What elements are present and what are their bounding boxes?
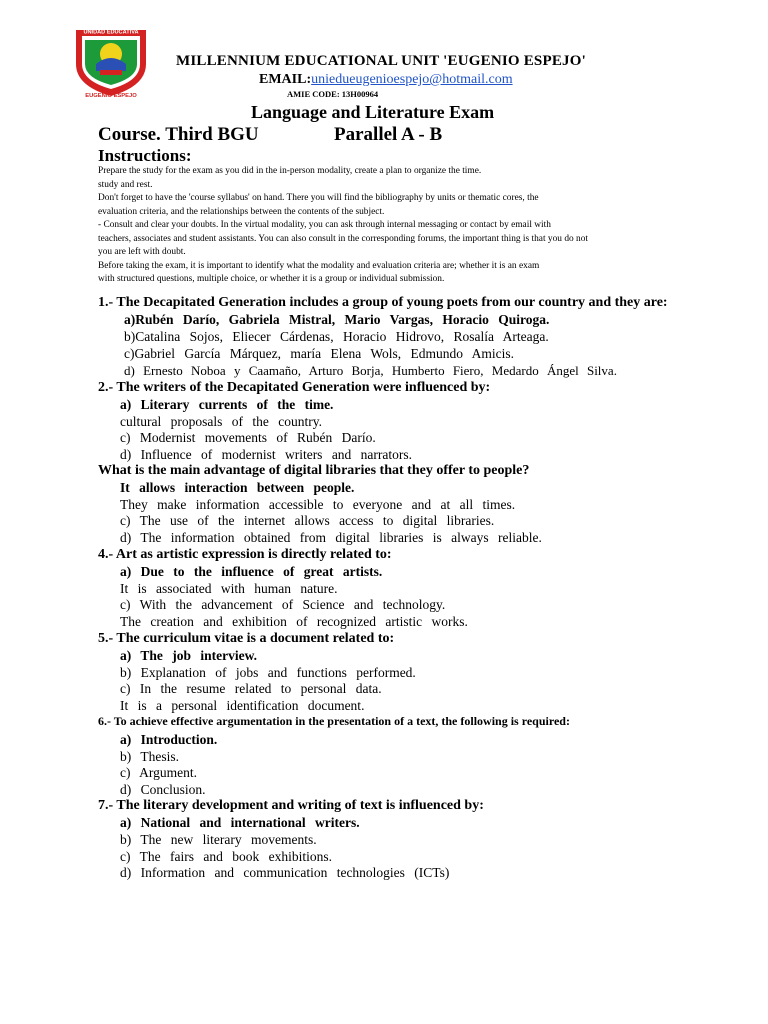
logo-bottom-text: EUGENIO ESPEJO (85, 93, 137, 99)
instructions-block (98, 165, 688, 287)
q4-option-c: c) With the advancement of Science and technology. (120, 597, 446, 612)
instruction-line: Prepare the study for the exam as you did in the in-person modality, create a plan to organize the time. (98, 166, 482, 176)
instruction-line: Don't forget to have the 'course syllabus' on hand. There you will find the bibliography by units or thematic cores, the (98, 193, 539, 203)
q6-option-c: c) Argument. (120, 765, 197, 780)
question-3: What is the main advantage of digital libraries that they offer to people? (98, 463, 530, 478)
q5-option-b: b) Explanation of jobs and functions performed. (120, 665, 416, 680)
logo-top-text: UNIDAD EDUCATIVA (83, 29, 139, 36)
q6-option-a: a) Introduction. (120, 732, 218, 747)
q3-option-d: d) The information obtained from digital libraries is always reliable. (120, 530, 542, 545)
q1-option-a: a)Rubén Darío, Gabriela Mistral, Mario Vargas, Horacio Quiroga. (124, 312, 550, 327)
q7-option-d: d) Information and communication technologies (ICTs) (120, 865, 450, 880)
parallel-label: Parallel A - B (334, 124, 443, 145)
q2-option-d: d) Influence of modernist writers and narrators. (120, 447, 413, 462)
q5-option-c: c) In the resume related to personal data. (120, 681, 382, 696)
q3-option-a: It allows interaction between people. (120, 480, 355, 495)
q7-option-c: c) The fairs and book exhibitions. (120, 849, 332, 864)
question-7: 7.- The literary development and writing of text is influenced by: (98, 798, 484, 813)
q1-option-b: b)Catalina Sojos, Eliecer Cárdenas, Horacio Hidrovo, Rosalía Arteaga. (124, 329, 549, 344)
email-line (259, 72, 513, 88)
q3-option-c: c) The use of the internet allows access to digital libraries. (120, 513, 495, 528)
instruction-line: with structured questions, multiple choice, or whether it is a group or individual submission. (98, 274, 445, 284)
instruction-line: evaluation criteria, and the relationships between the contents of the subject. (98, 206, 385, 217)
q1-option-c: c)Gabriel García Márquez, maría Elena Wols, Edmundo Amicis. (124, 346, 515, 361)
instruction-line: Before taking the exam, it is important to identify what the modality and evaluation criteria are; whether it is an exam (98, 260, 540, 271)
q4-option-d: The creation and exhibition of recognized artistic works. (120, 614, 468, 629)
q6-option-d: d) Conclusion. (120, 782, 206, 797)
q5-option-d: It is a personal identification document. (120, 698, 365, 713)
q4-option-a: a) Due to the influence of great artists. (120, 564, 383, 579)
amie-code: AMIE CODE: 13H00964 (287, 89, 379, 99)
question-1: 1.- The Decapitated Generation includes a group of young poets from our country and they are: (98, 295, 668, 310)
school-logo (70, 24, 152, 100)
question-4: 4.- Art as artistic expression is directly related to: (98, 547, 392, 562)
q2-option-b: cultural proposals of the country. (120, 414, 322, 429)
course-label: Course. Third BGU (98, 124, 259, 145)
q6-option-b: b) Thesis. (120, 749, 179, 764)
question-2: 2.- The writers of the Decapitated Generation were influenced by: (98, 380, 491, 395)
q5-option-a: a) The job interview. (120, 648, 257, 663)
q3-option-b: They make information accessible to everyone and at all times. (120, 497, 516, 512)
instruction-line: you are left with doubt. (98, 247, 186, 257)
question-5: 5.- The curriculum vitae is a document related to: (98, 631, 395, 646)
email-link[interactable]: uniedueugenioespejo@hotmail.com (311, 72, 513, 87)
q4-option-b: It is associated with human nature. (120, 581, 338, 596)
instruction-line: study and rest. (98, 179, 153, 190)
q2-option-a: a) Literary currents of the time. (120, 397, 334, 412)
instructions-heading: Instructions: (98, 146, 192, 165)
q1-option-d: d) Ernesto Noboa y Caamaño, Arturo Borja, Humberto Fiero, Medardo Ángel Silva. (124, 363, 617, 378)
email-label: EMAIL: (259, 72, 312, 87)
school-name: MILLENNIUM EDUCATIONAL UNIT 'EUGENIO ESPEJO' (176, 53, 586, 69)
instruction-line: teachers, associates and student assistants. You can also consult in the corresponding forums, the important thing is that you do not (98, 233, 589, 244)
q7-option-b: b) The new literary movements. (120, 832, 317, 847)
q2-option-c: c) Modernist movements of Rubén Darío. (120, 430, 376, 445)
exam-title: Language and Literature Exam (251, 102, 495, 122)
q7-option-a: a) National and international writers. (120, 815, 360, 830)
question-6: 6.- To achieve effective argumentation in the presentation of a text, the following is required: (98, 714, 570, 728)
instruction-line: - Consult and clear your doubts. In the virtual modality, you can ask through internal messaging or contact by email with (98, 220, 551, 230)
